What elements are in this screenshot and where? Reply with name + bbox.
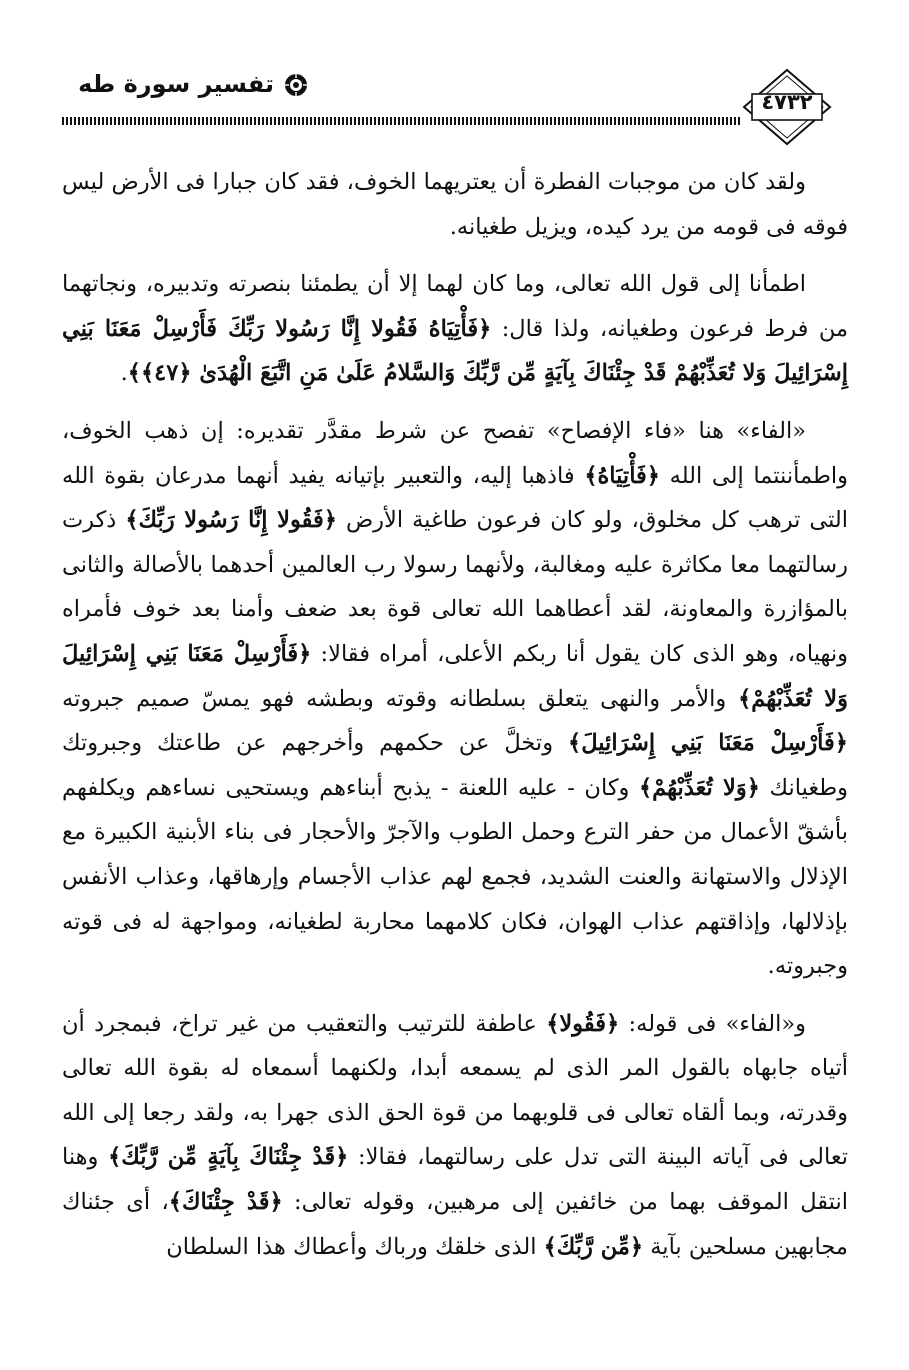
text-run: ذكرت رسالتهما معا مكاثرة عليه ومغالبة، ولأنهما رسولا رب العالمين أحدهما بالأصالة والثانى بالمؤازرة والمعاونة، لقد أعطاهما الله تعالى قوة بعد ضعف وأمنا بعد خوف فأمراه ونهياه، وهو الذى كان يقول أنا ربكم الأعلى، أمراه فقالا: [62,507,848,667]
page-number-badge [742,68,832,146]
text-run: الذى خلقك ورباك وأعطاك هذا السلطان [166,1233,544,1260]
text-run: وتخلَّ عن حكمهم وأخرجهم عن طاعتك وجبروتك وطغيانك [62,730,848,801]
page-header [0,0,909,160]
text-run: عاطفة للترتيب والتعقيب من غير تراخ، فبمجرد أن أتياه جابهاه بالقول المر الذى لم يسمعه أبدا، ولكنهما أسمعاه له بقوة الله تعالى وقدرته، وبما ألقاه تعالى فى قلوبهما من قوة الحق الذى جهرا به، ولقد رجعا إلى الله تعالى فى آياته البينة التى تدل على رسالتهما، فقالا: [62,1010,848,1171]
paragraph [62,1002,848,1270]
page-number: ٤٧٣٢ [761,90,813,114]
ornament-rosette-icon [283,72,309,98]
running-title: تفسير سورة طه [78,70,274,98]
quran-quote: ﴿فَأْتِيَاهُ﴾ [584,462,660,489]
quran-quote: ﴿فَأَرْسِلْ مَعَنَا بَنِي إِسْرَائِيلَ﴾ [568,730,848,757]
text-run: والأمر والنهى يتعلق بسلطانه وقوته وبطشه فهو يمسّ صميم جبروته [62,685,739,712]
paragraph [62,262,848,396]
text-run: اطمأنا إلى قول الله تعالى، وما كان لهما إلا أن يطمئنا بنصرته وتدبيره، ونجاتهما من فرط فرعون وطغيانه، ولذا قال: [62,271,848,342]
text-run: «الفاء» هنا «فاء الإفصاح» تفصح عن شرط مقدَّر تقديره: إن ذهب الخوف، واطمأننتما إلى الله [62,417,848,489]
quran-quote: ﴿فَقُولا﴾ [546,1010,620,1037]
text-run: ، أى جئناك مجابهين مسلحين بآية [62,1189,848,1260]
text-run: . [120,360,128,387]
quran-quote: ﴿فَأَرْسِلْ مَعَنَا بَنِي إِسْرَائِيلَ وَلا تُعَذِّبْهُمْ﴾ [62,640,848,712]
text-run: و«الفاء» فى قوله: [619,1010,806,1037]
body-text [62,160,848,1282]
text-run: وكان - عليه اللعنة - يذبح أبناءهم ويستحيى نساءهم ويكلفهم بأشقّ الأعمال من حفر الترع وحمل الطوب والآجرّ والأحجار فى بناء الأبنية الكبيرة مع الإذلال والاستهانة والعنت الشديد، فجمع لهم عذاب الأجسام وإرهاقها، وعذاب الأنفس بإذلالها، وإذاقتهم عذاب الهوان، فكان كلامهما محاربة لطغيانه، ومواجهة له فى قوته وجبروته. [62,774,848,980]
paragraph [62,409,848,989]
quran-quote: ﴿فَقُولا إِنَّا رَسُولا رَبِّكَ﴾ [125,507,337,534]
text-run: فاذهبا إليه، والتعبير بإتيانه يفيد أنهما مدرعان بقوة الله التى ترهب كل مخلوق، ولو كان فرعون طاغية الأرض [62,462,849,534]
quran-quote: ﴿قَدْ جِئْنَاكَ﴾ [168,1189,283,1216]
text-run: وهنا انتقل الموقف بهما من خائفين إلى مرهبين، وقوله تعالى: [62,1144,848,1216]
quran-quote: ﴿قَدْ جِئْنَاكَ بِآيَةٍ مِّن رَّبِّكَ﴾ [108,1144,349,1171]
quran-quote: ﴿وَلا تُعَذِّبْهُمْ﴾ [639,774,760,801]
quran-quote: ﴿فَأْتِيَاهُ فَقُولا إِنَّا رَسُولا رَبِّكَ فَأَرْسِلْ مَعَنَا بَنِي إِسْرَائِيلَ وَلا تُعَذِّبْهُمْ قَدْ جِئْنَاكَ بِآيَةٍ مِّن رَّبِّكَ وَالسَّلامُ عَلَىٰ مَنِ اتَّبَعَ الْهُدَىٰ ﴿٤٧﴾﴾ [62,315,848,387]
quran-quote: ﴿مِّن رَّبِّكَ﴾ [543,1233,644,1260]
header-rule [62,117,742,125]
text-run: ولقد كان من موجبات الفطرة أن يعتريهما الخوف، فقد كان جبارا فى الأرض ليس فوقه فى قومه من يرد كيده، ويزيل طغيانه. [62,169,848,240]
paragraph [62,160,848,249]
